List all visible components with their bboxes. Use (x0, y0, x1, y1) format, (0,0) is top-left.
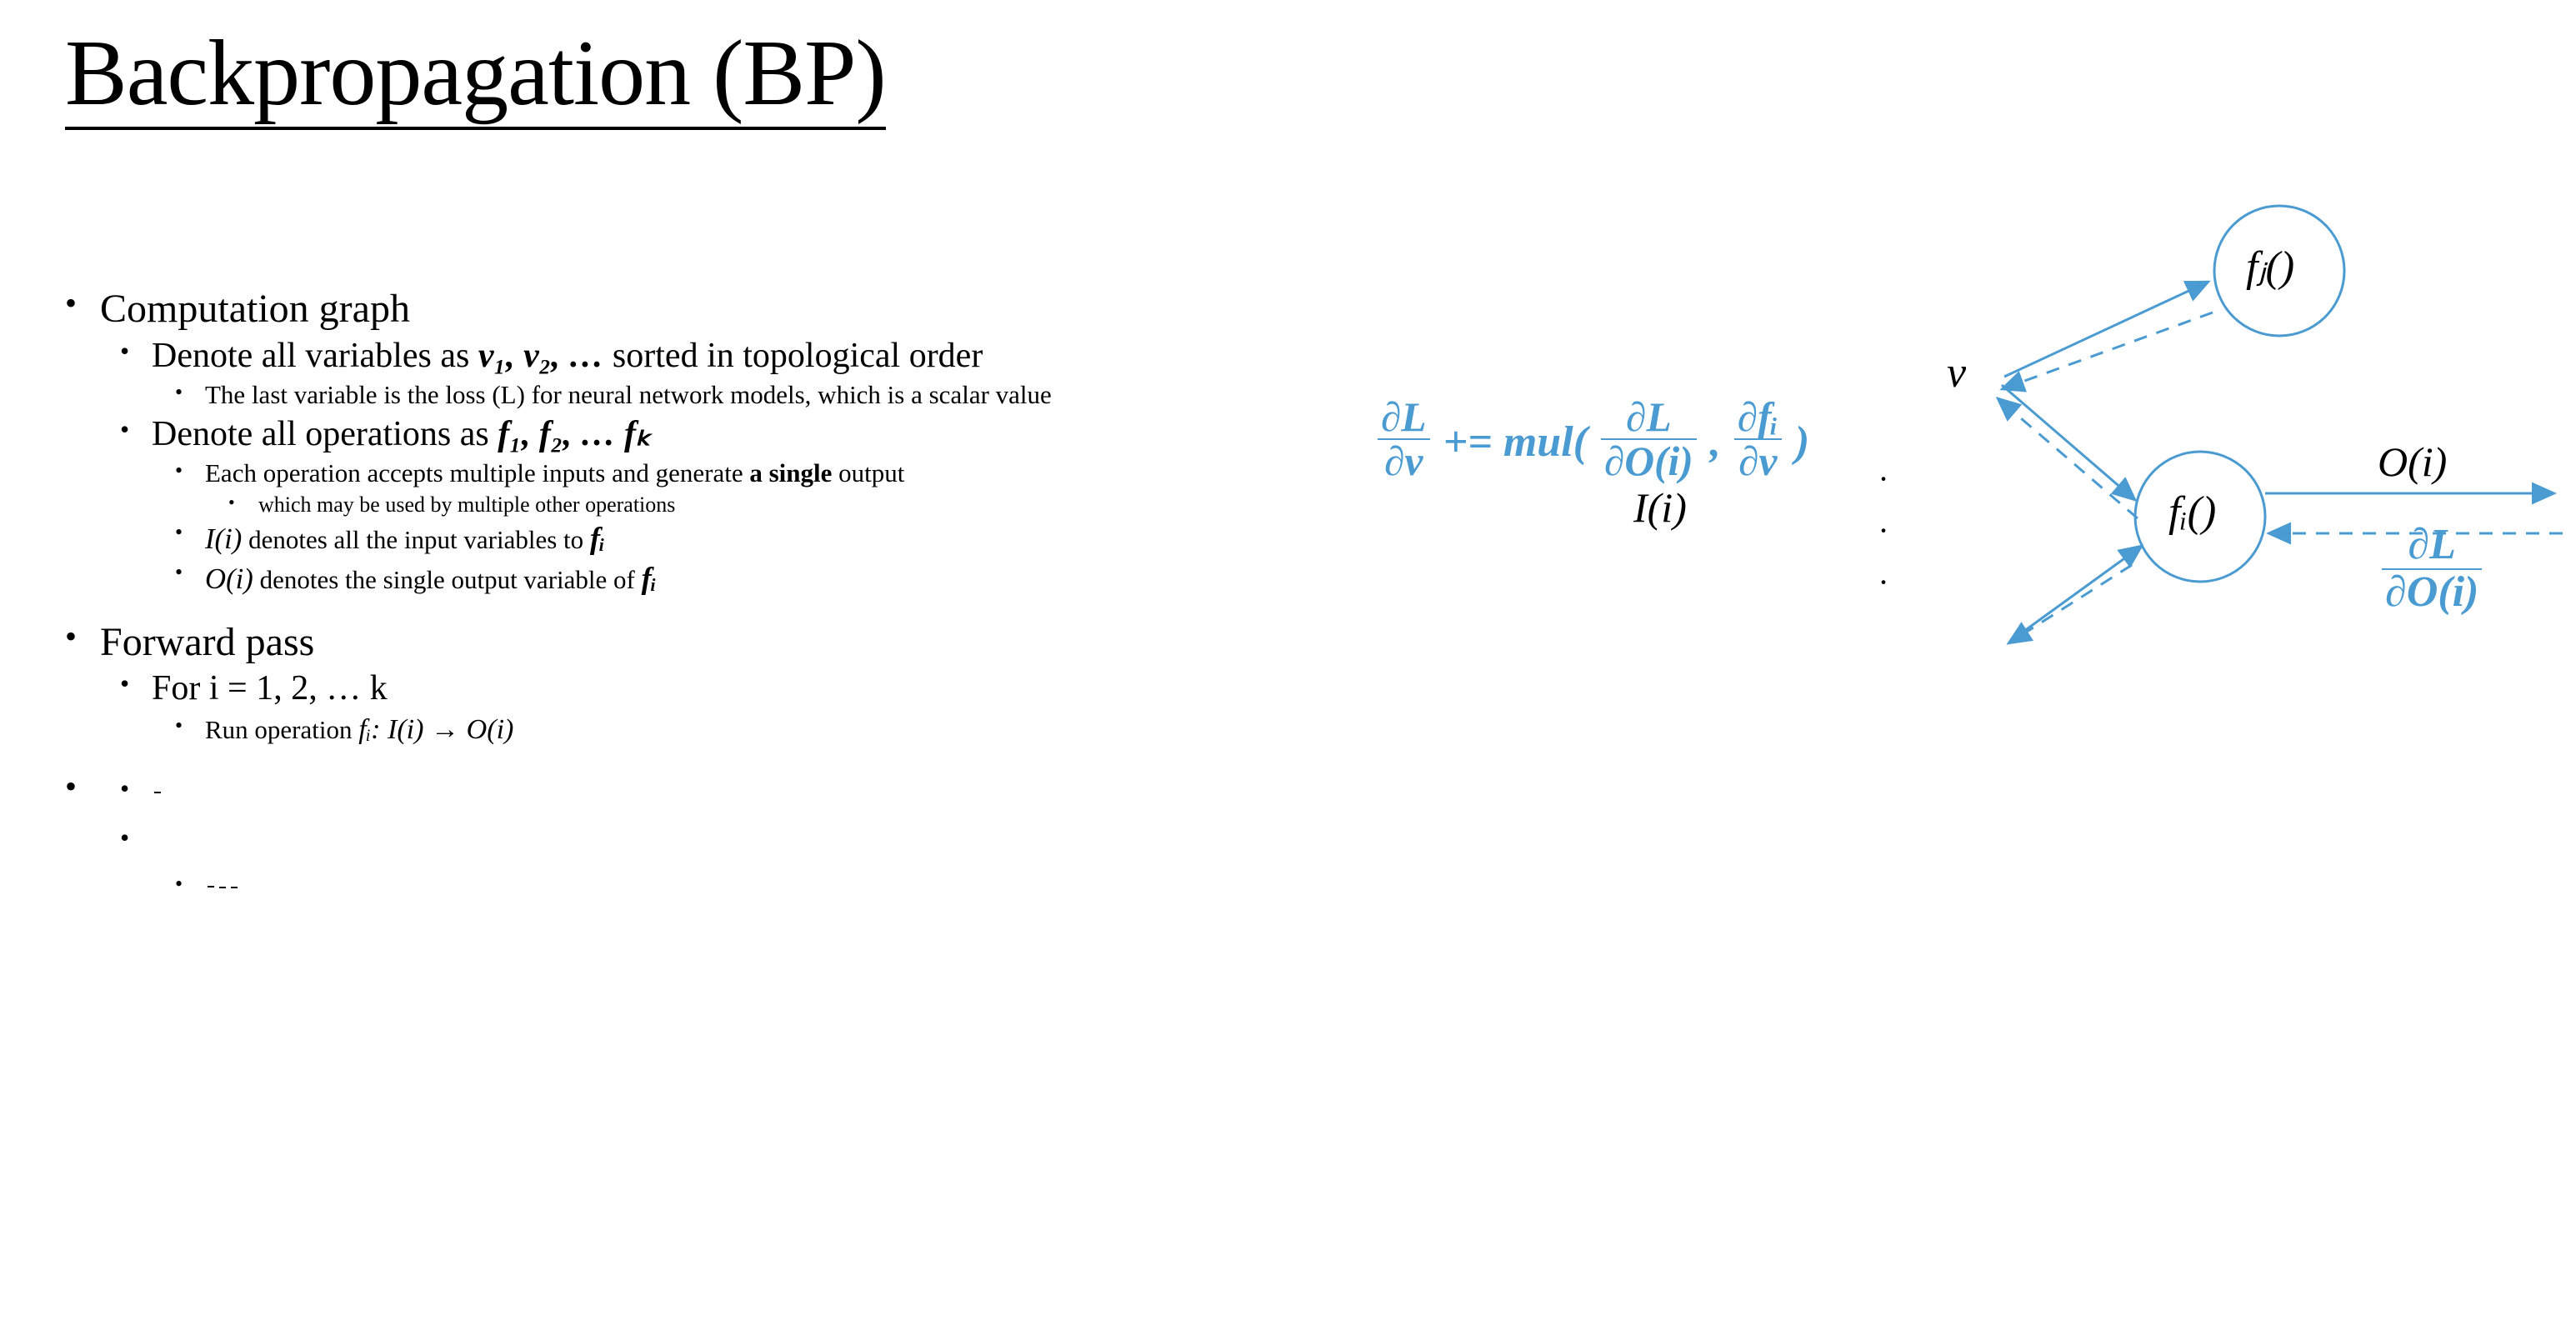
denote-variables-pre: Denote all variables as (152, 336, 478, 375)
denote-variables-math: v₁, v₂, … (478, 336, 604, 375)
list-item-initialize-grad (50, 768, 1417, 821)
initialize-fraction (154, 792, 161, 793)
list-item-input-variables (50, 518, 1417, 558)
denote-variables-post: sorted in topological order (603, 336, 983, 375)
bullet-icon: • (120, 773, 130, 804)
list-item-backward-for-loop (50, 821, 1417, 866)
bullet-icon: • (65, 768, 78, 806)
computation-graph-diagram (1367, 192, 2567, 1300)
list-item-output-variable (50, 558, 1417, 598)
compute-fraction-1 (208, 886, 214, 888)
run-operation-math: fᵢ: I(i) → O(i) (358, 713, 514, 745)
list-item-label (152, 768, 1417, 821)
output-variable-symbol: O(i) (205, 562, 253, 595)
page-title-text: Backpropagation (BP) (65, 22, 886, 130)
run-operation-pre: Run operation (205, 714, 359, 744)
grad-update-operator: += mul( (1443, 418, 1588, 466)
grad-comma: , (1709, 418, 1721, 466)
edge-fi-to-input-grad (2008, 565, 2132, 643)
list-item-label: which may be used by multiple other operations (258, 492, 676, 517)
dot: · (1878, 512, 1889, 549)
fraction-numerator: ∂L (1626, 393, 1672, 440)
node-fi-label: fᵢ() (2168, 488, 2217, 536)
bullet-icon: • (120, 335, 130, 366)
grad-close-paren: ) (1794, 418, 1810, 466)
grad-term3-fraction (1734, 393, 1782, 485)
slide-body (50, 283, 1417, 910)
list-item-label (205, 558, 1417, 598)
output-variable-text: denotes the single output variable of (253, 564, 642, 594)
diagram-svg (1367, 192, 2567, 1300)
each-operation-emphasis: a single (749, 458, 833, 488)
fraction-denominator: ∂v (1734, 438, 1782, 483)
list-item-label (205, 866, 1417, 910)
bullet-icon: • (175, 712, 183, 738)
edge-fi-to-v-grad (1998, 398, 2138, 518)
bullet-icon: • (175, 458, 183, 483)
output-variable-fi: fᵢ (641, 560, 657, 595)
grad-term2-fraction (1601, 393, 1697, 485)
page-title (65, 22, 886, 125)
edge-v-to-fi (2002, 385, 2135, 500)
dot: · (1878, 563, 1889, 601)
input-variables-fi: fᵢ (589, 521, 606, 556)
bullet-icon: • (175, 380, 183, 405)
list-item-label (205, 457, 1417, 490)
denote-operations-math: f₁, f₂, … fₖ (498, 414, 651, 453)
list-item-label (152, 334, 1417, 379)
each-operation-pre: Each operation accepts multiple inputs and generate (205, 458, 750, 488)
list-item-label: Computation graph (100, 287, 410, 331)
input-dots (1867, 462, 1900, 599)
list-item-label (205, 712, 1417, 748)
list-item-label: The last variable is the loss (L) for neural network models, which is a scalar value (205, 380, 1052, 410)
grad-update-fraction (1378, 393, 1430, 485)
bullet-icon: • (120, 413, 130, 444)
bullet-icon: • (175, 520, 183, 545)
list-item-label (152, 821, 1417, 866)
dot: · (1878, 460, 1889, 498)
bullet-icon: • (120, 822, 130, 853)
compute-fraction-2 (219, 887, 226, 888)
edge-input-to-fi (2021, 546, 2142, 633)
label-input-set: I(i) (1633, 484, 1687, 531)
fraction-denominator (154, 792, 161, 793)
node-fj-label: fⱼ() (2246, 243, 2295, 291)
list-item-denote-variables (50, 334, 1417, 379)
fraction-denominator (231, 887, 238, 888)
edge-v-to-fj (2004, 282, 2208, 377)
denote-operations-pre: Denote all operations as (152, 414, 498, 453)
list-item-label (205, 518, 1417, 558)
list-item-label: For i = 1, 2, … k (152, 669, 388, 708)
list-item-label: Forward pass (100, 619, 315, 664)
fraction-numerator: ∂L (1381, 393, 1427, 440)
list-item-computation-graph (50, 285, 1417, 334)
fraction-denominator: ∂O(i) (2382, 568, 2482, 616)
input-variables-symbol: I(i) (205, 522, 243, 556)
bullet-icon: • (228, 491, 235, 512)
bullet-icon: • (175, 559, 183, 584)
bullet-icon: • (175, 871, 183, 896)
output-gradient-fraction (2382, 522, 2482, 615)
list-item-each-operation (50, 457, 1417, 490)
spacer (50, 598, 1417, 617)
bullet-icon: • (65, 284, 78, 322)
each-operation-post: output (832, 458, 905, 488)
bullet-icon: • (65, 617, 78, 655)
list-item-compute-gradient (50, 866, 1417, 910)
fraction-denominator (219, 887, 226, 888)
fraction-numerator: ∂fᵢ (1737, 393, 1778, 440)
list-item-denote-operations (50, 412, 1417, 458)
label-v: v (1947, 349, 1967, 397)
list-item-label (152, 412, 1417, 458)
list-item-last-variable-loss (50, 378, 1417, 412)
spacer (50, 748, 1417, 767)
edge-fj-to-v-grad (2002, 312, 2213, 389)
label-output: O(i) (2378, 438, 2448, 485)
fraction-denominator: ∂O(i) (1601, 438, 1697, 483)
gradient-update-formula (1375, 393, 1810, 490)
list-item-forward-for-loop (50, 667, 1417, 712)
list-item-run-operation (50, 712, 1417, 748)
output-gradient-label (2379, 521, 2484, 622)
fraction-denominator: ∂v (1378, 438, 1430, 483)
list-item-forward-pass (50, 618, 1417, 668)
bullet-icon: • (120, 668, 130, 699)
input-variables-text: denotes all the input variables to (242, 525, 590, 555)
fraction-numerator: ∂L (2408, 521, 2456, 569)
compute-fraction-3 (231, 887, 238, 888)
fraction-denominator (208, 886, 214, 888)
list-item-used-by-multiple (50, 491, 1417, 519)
